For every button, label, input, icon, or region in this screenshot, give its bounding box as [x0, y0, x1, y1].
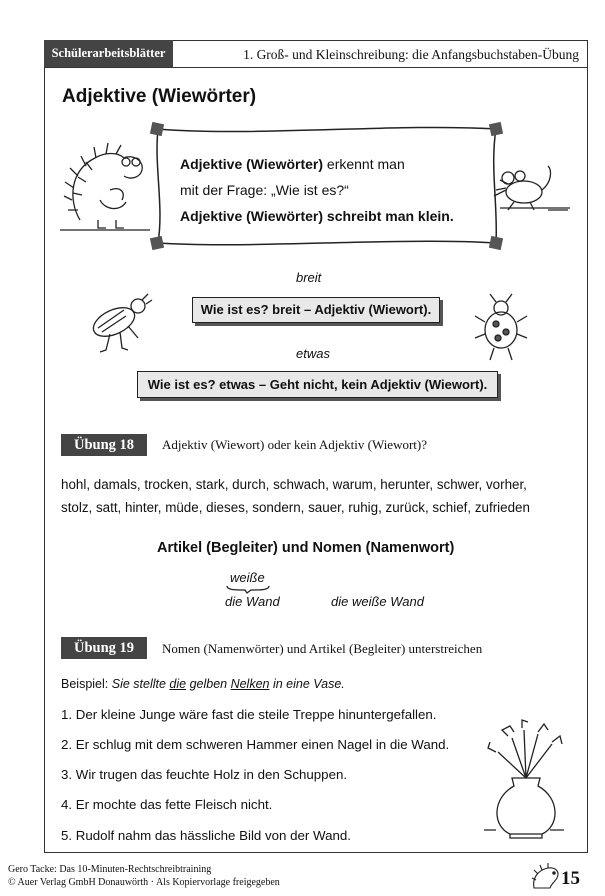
hedgehog-page-icon [530, 862, 562, 892]
page-number: 15 [561, 868, 580, 889]
example-word-2: etwas [296, 346, 330, 361]
exercise-19-item-4: 4. Er mochte das fette Fleisch nicht. [61, 797, 273, 812]
footer-copyright: © Auer Verlag GmbH Donauwörth · Als Kopiervorlage freigegeben [8, 877, 280, 888]
beetle-illustration [88, 292, 154, 356]
section-2-title: Artikel (Begleiter) und Nomen (Namenwort) [157, 540, 455, 556]
vase-illustration [480, 718, 572, 842]
rule-line-3: Adjektive (Wiewörter) schreibt man klein. [180, 208, 454, 224]
example-box-1: Wie ist es? breit – Adjektiv (Wiewort). [192, 297, 440, 323]
exercise-19-item-1: 1. Der kleine Junge wäre fast die steile Treppe hinuntergefallen. [61, 707, 437, 722]
example-post: in eine Vase. [269, 677, 345, 691]
example-box-2: Wie ist es? etwas – Geht nicht, kein Adjektiv (Wiewort). [137, 371, 498, 398]
header-chapter-title: 1. Groß- und Kleinschreibung: die Anfangsbuchstaben-Übung [243, 47, 579, 62]
exercise-19-item-3: 3. Wir trugen das feuchte Holz in den Schuppen. [61, 767, 348, 782]
footer-source: Gero Tacke: Das 10-Minuten-Rechtschreibtraining [8, 864, 212, 875]
exercise-19-task: Nomen (Namenwörter) und Artikel (Begleiter) unterstreichen [162, 641, 483, 656]
example-word-1: breit [296, 270, 322, 285]
exercise-18-badge: Übung 18 [61, 434, 147, 456]
exercise-19-example [61, 677, 345, 691]
rule-line-1 [180, 156, 405, 172]
exercise-19-item-2: 2. Er schlug mit dem schweren Hammer einen Nagel in die Wand. [61, 737, 450, 752]
exercise-18-words-line-1: hohl, damals, trocken, stark, durch, schwach, warum, herunter, schwer, vorher, [61, 477, 527, 492]
mouse-illustration [490, 160, 574, 220]
insert-word: weiße [230, 570, 265, 585]
rule-line-1-rest: erkennt man [323, 156, 405, 172]
exercise-19-item-5: 5. Rudolf nahm das hässliche Bild von der Wand. [61, 828, 351, 843]
hedgehog-illustration [60, 140, 150, 232]
example-pre: Sie stellte [111, 677, 170, 691]
example-article: die [169, 677, 187, 691]
exercise-18-words-line-2: stolz, satt, hinter, müde, dieses, sondern, sauer, ruhig, zurück, schief, zufrieden [61, 500, 530, 515]
phrase-with-adjective: die weiße Wand [331, 594, 424, 609]
page-title: Adjektive (Wiewörter) [62, 86, 257, 107]
example-mid: gelben [186, 677, 231, 691]
exercise-19-badge: Übung 19 [61, 637, 147, 659]
example-label: Beispiel: [61, 677, 109, 691]
example-noun: Nelken [230, 677, 270, 691]
rule-line-1-bold: Adjektive (Wiewörter) [180, 156, 324, 172]
ladybug-illustration [470, 292, 532, 362]
phrase-without-adjective: die Wand [225, 594, 280, 609]
rule-line-2: mit der Frage: „Wie ist es?“ [180, 182, 349, 198]
exercise-18-task: Adjektiv (Wiewort) oder kein Adjektiv (Wiewort)? [162, 437, 428, 452]
header-series-label: Schülerarbeitsblätter [44, 40, 173, 67]
insertion-brace [225, 584, 273, 594]
page-header [44, 40, 588, 68]
